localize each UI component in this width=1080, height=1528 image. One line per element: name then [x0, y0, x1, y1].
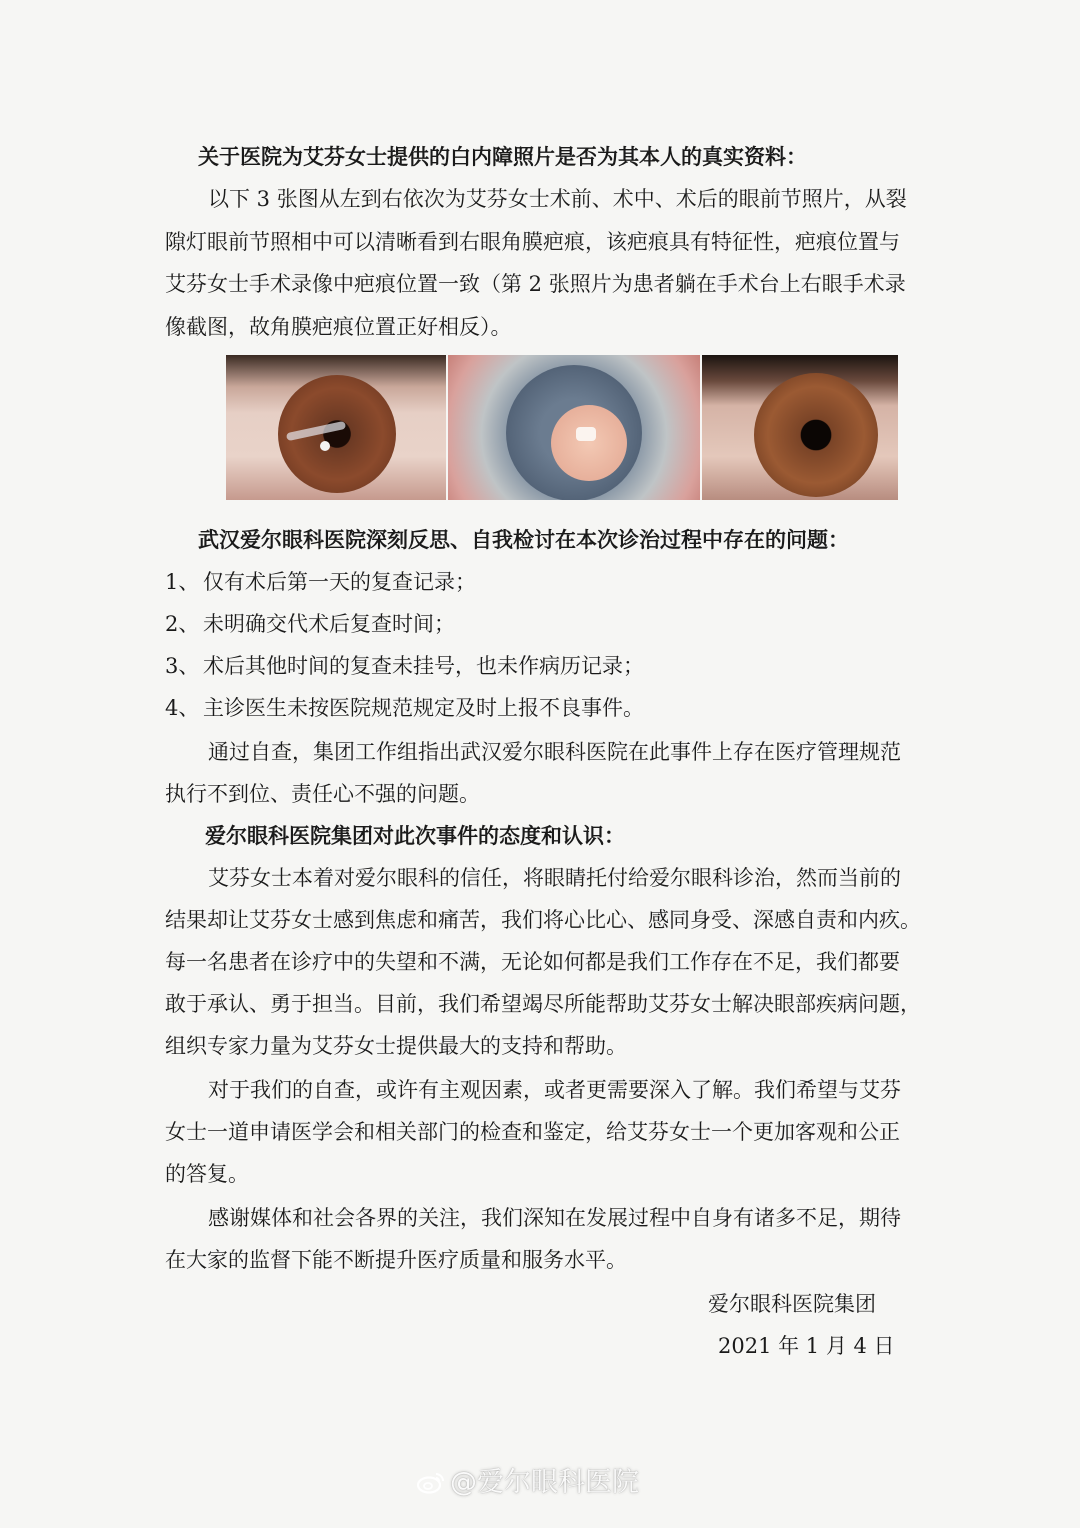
section3-paragraph-line: 敢于承认、勇于担当。目前，我们希望竭尽所能帮助艾芬女士解决眼部疾病问题，	[165, 992, 921, 1016]
section3-paragraph-line: 组织专家力量为艾芬女士提供最大的支持和帮助。	[165, 1034, 627, 1058]
list-number: 2、	[165, 612, 200, 636]
list-text: 主诊医生未按医院规范规定及时上报不良事件。	[203, 696, 644, 720]
list-number: 4、	[165, 696, 200, 720]
section3-paragraph-line: 在大家的监督下能不断提升医疗质量和服务水平。	[165, 1248, 627, 1272]
section1-paragraph-line: 隙灯眼前节照相中可以清晰看到右眼角膜疤痕，该疤痕具有特征性，疤痕位置与	[165, 230, 900, 254]
section1-paragraph-line: 以下 3 张图从左到右依次为艾芬女士术前、术中、术后的眼前节照片，从裂	[208, 187, 907, 211]
pre-operation-eye-photo	[226, 355, 446, 500]
section1-heading: 关于医院为艾芬女士提供的白内障照片是否为其本人的真实资料：	[198, 145, 807, 169]
signature-organization: 爱尔眼科医院集团	[708, 1292, 876, 1316]
section1-paragraph-line: 像截图，故角膜疤痕位置正好相反）。	[165, 315, 512, 339]
section3-paragraph-line: 女士一道申请医学会和相关部门的检查和鉴定，给艾芬女士一个更加客观和公正	[165, 1120, 900, 1144]
list-item	[165, 566, 476, 596]
list-text: 未明确交代术后复查时间；	[203, 612, 455, 636]
section3-paragraph-line: 感谢媒体和社会各界的关注，我们深知在发展过程中自身有诸多不足，期待	[208, 1206, 901, 1230]
light-reflection	[320, 441, 330, 451]
section3-paragraph-line: 的答复。	[165, 1162, 249, 1186]
list-number: 1、	[165, 570, 200, 594]
section1-paragraph-line: 艾芬女士手术录像中疤痕位置一致（第 2 张照片为患者躺在手术台上右眼手术录	[165, 272, 906, 296]
section3-paragraph-line: 艾芬女士本着对爱尔眼科的信任，将眼睛托付给爱尔眼科诊治，然而当前的	[208, 866, 901, 890]
list-text: 仅有术后第一天的复查记录；	[203, 570, 476, 594]
post-operation-eye-photo	[702, 355, 898, 500]
section3-paragraph-line: 每一名患者在诊疗中的失望和不满，无论如何都是我们工作存在不足，我们都要	[165, 950, 900, 974]
section2-summary-line: 通过自查，集团工作组指出武汉爱尔眼科医院在此事件上存在医疗管理规范	[208, 740, 901, 764]
list-text: 术后其他时间的复查未挂号，也未作病历记录；	[203, 654, 644, 678]
list-item	[165, 608, 455, 638]
section3-paragraph-line: 对于我们的自查，或许有主观因素，或者更需要深入了解。我们希望与艾芬	[208, 1078, 901, 1102]
section2-summary-line: 执行不到位、责任心不强的问题。	[165, 782, 480, 806]
section3-paragraph-line: 结果却让艾芬女士感到焦虑和痛苦，我们将心比心、感同身受、深感自责和内疚。	[165, 908, 921, 932]
watermark-text: @爱尔眼科医院	[450, 1467, 639, 1498]
list-number: 3、	[165, 654, 200, 678]
watermark	[416, 1460, 639, 1499]
signature-date: 2021 年 1 月 4 日	[718, 1334, 895, 1358]
weibo-icon	[416, 1470, 446, 1494]
list-item	[165, 692, 644, 722]
light-reflection	[576, 427, 596, 441]
list-item	[165, 650, 644, 680]
iris	[754, 373, 878, 497]
section2-heading: 武汉爱尔眼科医院深刻反思、自我检讨在本次诊治过程中存在的问题：	[198, 528, 849, 552]
intra-operation-eye-photo	[448, 355, 700, 500]
section3-heading: 爱尔眼科医院集团对此次事件的态度和认识：	[205, 824, 625, 848]
eye-photo-strip	[226, 355, 898, 500]
pupil	[551, 405, 627, 481]
